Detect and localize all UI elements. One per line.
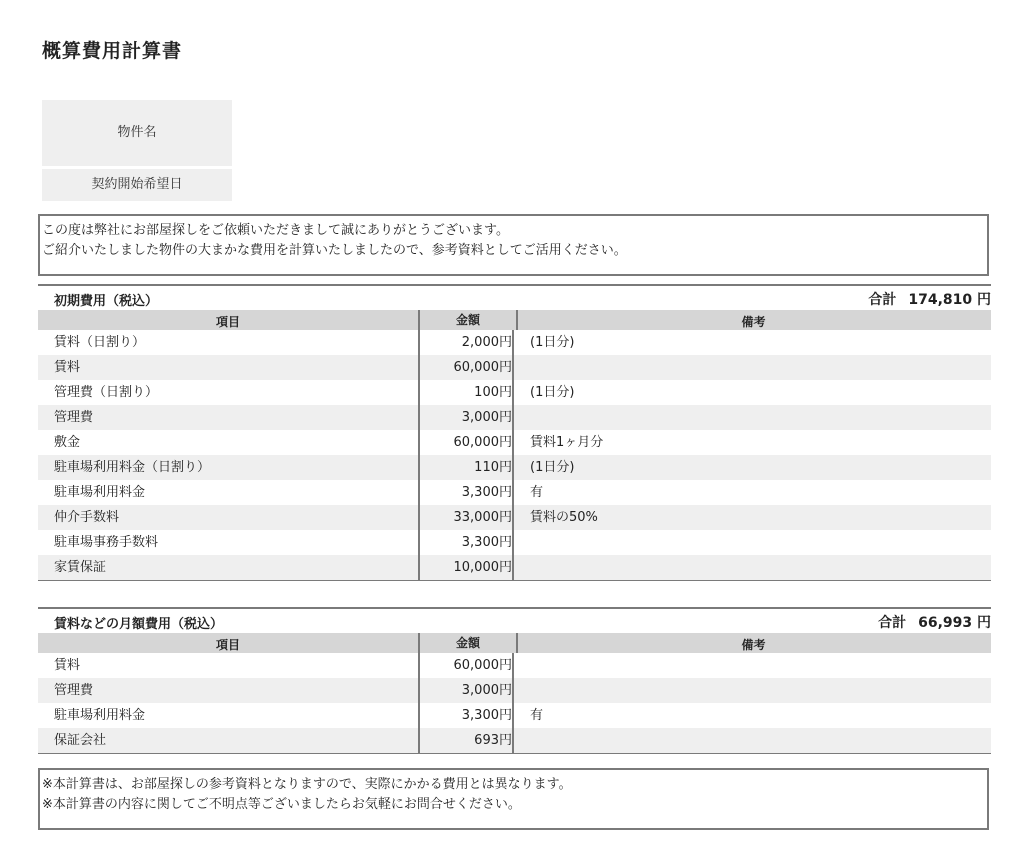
row-note: 有	[530, 485, 544, 500]
row-item: 家賃保証	[54, 560, 107, 575]
table-row	[38, 455, 991, 480]
total-label: 合計	[878, 615, 907, 631]
section-title: 賃料などの月額費用（税込）	[54, 617, 224, 632]
row-amount: 3,300円	[418, 480, 514, 505]
intro-line: ご紹介いたしました物件の大まかな費用を計算いたしましたので、参考資料としてご活用ください。	[42, 243, 627, 258]
property-name-label: 物件名	[42, 100, 232, 166]
table-row	[38, 555, 991, 580]
table-row	[38, 703, 991, 728]
column-header-item: 項目	[215, 638, 240, 652]
row-amount: 60,000円	[418, 430, 514, 455]
row-note: (1日分)	[530, 335, 575, 350]
row-item: 駐車場利用料金	[54, 708, 146, 723]
total-value: 66,993 円	[918, 615, 991, 631]
row-item: 駐車場事務手数料	[54, 535, 159, 550]
row-item: 管理費（日割り）	[54, 385, 159, 400]
row-note: (1日分)	[530, 385, 575, 400]
monthly-costs-section	[38, 607, 991, 754]
table-row	[38, 530, 991, 555]
table-row	[38, 728, 991, 753]
section-header	[38, 607, 991, 633]
row-note: 賃料1ヶ月分	[530, 435, 604, 450]
row-note: 賃料の50%	[530, 510, 598, 525]
row-amount: 60,000円	[418, 355, 514, 380]
column-header-note: 備考	[741, 315, 766, 329]
table-row	[38, 405, 991, 430]
page-title: 概算費用計算書	[42, 40, 183, 62]
row-amount: 3,300円	[418, 530, 514, 555]
row-amount: 33,000円	[418, 505, 514, 530]
footer-notes	[38, 768, 989, 830]
total-value: 174,810 円	[908, 292, 991, 308]
row-amount: 2,000円	[418, 330, 514, 355]
section-total	[878, 612, 991, 632]
total-label: 合計	[868, 292, 897, 308]
row-amount: 693円	[418, 728, 514, 753]
start-date-label: 契約開始希望日	[42, 169, 232, 201]
column-header-note: 備考	[741, 638, 766, 652]
row-item: 賃料	[54, 658, 81, 673]
row-amount: 3,000円	[418, 678, 514, 703]
row-note: (1日分)	[530, 460, 575, 475]
row-item: 敷金	[54, 435, 81, 450]
table-row	[38, 678, 991, 703]
intro-message	[38, 214, 989, 276]
table-row	[38, 430, 991, 455]
row-item: 仲介手数料	[54, 510, 120, 525]
row-item: 保証会社	[54, 733, 107, 748]
row-item: 賃料	[54, 360, 81, 375]
table-row	[38, 380, 991, 405]
table-row	[38, 505, 991, 530]
footer-line: ※本計算書の内容に関してご不明点等ございましたらお気軽にお問合せください。	[42, 797, 521, 812]
table-row	[38, 653, 991, 678]
monthly-rows	[38, 653, 991, 754]
table-row	[38, 480, 991, 505]
row-amount: 3,300円	[418, 703, 514, 728]
column-header-item: 項目	[215, 315, 240, 329]
row-item: 駐車場利用料金	[54, 485, 146, 500]
section-total	[868, 289, 991, 309]
row-item: 管理費	[54, 683, 94, 698]
column-header-amount: 金額	[418, 310, 518, 330]
section-title: 初期費用（税込）	[54, 294, 159, 309]
row-item: 管理費	[54, 410, 94, 425]
table-header	[38, 310, 991, 330]
row-amount: 60,000円	[418, 653, 514, 678]
row-amount: 3,000円	[418, 405, 514, 430]
column-header-amount: 金額	[418, 633, 518, 653]
row-item: 賃料（日割り）	[54, 335, 146, 350]
table-header	[38, 633, 991, 653]
row-amount: 100円	[418, 380, 514, 405]
row-item: 駐車場利用料金（日割り）	[54, 460, 211, 475]
footer-line: ※本計算書は、お部屋探しの参考資料となりますので、実際にかかる費用とは異なります。	[42, 777, 572, 792]
table-row	[38, 330, 991, 355]
row-amount: 110円	[418, 455, 514, 480]
initial-costs-section	[38, 284, 991, 581]
intro-line: この度は弊社にお部屋探しをご依頼いただきまして誠にありがとうございます。	[42, 223, 509, 238]
initial-rows	[38, 330, 991, 581]
table-row	[38, 355, 991, 380]
section-header	[38, 284, 991, 310]
row-note: 有	[530, 708, 544, 723]
row-amount: 10,000円	[418, 555, 514, 580]
